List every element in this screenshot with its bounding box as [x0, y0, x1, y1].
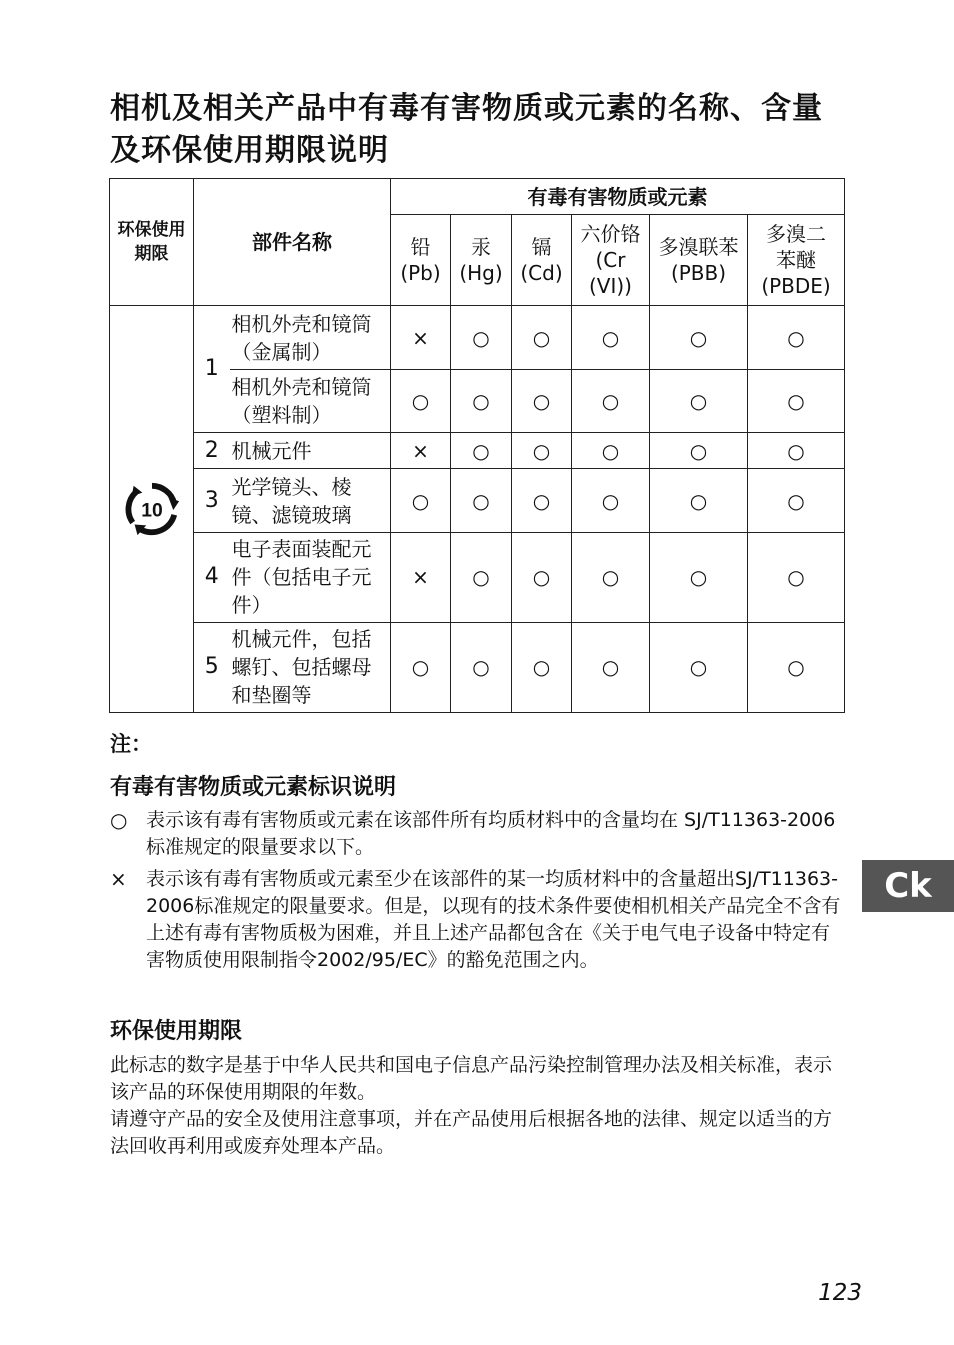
part-number: 5	[194, 622, 230, 712]
within-limit-mark: ○	[391, 469, 451, 533]
substance-header-text: 多溴二	[766, 222, 827, 247]
eco-period-seal-cell	[110, 306, 194, 713]
within-limit-mark: ○	[391, 369, 451, 432]
part-number: 2	[194, 432, 230, 468]
period-header: 环保使用期限	[110, 179, 194, 306]
within-limit-mark: ○	[748, 469, 845, 533]
eco-period-paragraph-1: 此标志的数字是基于中华人民共和国电子信息产品污染控制管理办法及相关标准，表示该产品的环保使用期限的年数。	[110, 1054, 833, 1103]
part-name: 相机外壳和镜筒（塑料制）	[230, 369, 391, 432]
within-limit-mark: ○	[451, 533, 512, 622]
within-limit-mark: ○	[512, 533, 572, 622]
part-name: 光学镜头、棱镜、滤镜玻璃	[230, 469, 391, 533]
within-limit-mark: ○	[748, 622, 845, 712]
part-name: 机械元件	[230, 432, 391, 468]
part-number: 4	[194, 533, 230, 622]
table-row	[110, 622, 845, 712]
within-limit-mark: ○	[748, 432, 845, 468]
substance-header-text: 六价铬	[580, 222, 641, 247]
table-row	[110, 432, 845, 468]
substance-header-2	[512, 215, 572, 306]
table-row	[110, 306, 845, 369]
substance-header-text: (PBB)	[670, 261, 727, 286]
page-title: 相机及相关产品中有毒有害物质或元素的名称、含量及环保使用期限说明	[110, 91, 823, 168]
legend-text-circle: 表示该有毒有害物质或元素在该部件所有均质材料中的含量均在 SJ/T11363-2006标准规定的限量要求以下。	[146, 809, 836, 858]
within-limit-mark: ○	[650, 432, 748, 468]
seal-number: 10	[140, 500, 163, 522]
within-limit-mark: ○	[572, 469, 650, 533]
within-limit-mark: ○	[572, 622, 650, 712]
within-limit-mark: ○	[748, 369, 845, 432]
part-name-header: 部件名称	[194, 179, 391, 306]
substance-header-text: 多溴联苯	[658, 235, 739, 260]
eco-period-paragraph-2: 请遵守产品的安全及使用注意事项，并在产品使用后根据各地的法律、规定以适当的方法回收再利用或废弃处理本产品。	[110, 1108, 833, 1157]
within-limit-mark: ○	[748, 306, 845, 369]
substance-header-3	[572, 215, 650, 306]
within-limit-mark: ○	[451, 432, 512, 468]
within-limit-mark: ○	[451, 622, 512, 712]
legend-item-cross	[110, 866, 845, 1001]
legend-item-circle	[110, 807, 845, 863]
notes-label: 注：	[110, 732, 152, 756]
exceeds-limit-mark: ×	[391, 533, 451, 622]
within-limit-mark: ○	[650, 469, 748, 533]
substance-header-text: (Pb)	[400, 261, 441, 286]
substance-header-text: (Cr (VI))	[589, 248, 632, 299]
table-row	[110, 469, 845, 533]
recycle-period-icon	[123, 480, 181, 538]
substance-group-header: 有毒有害物质或元素	[391, 179, 845, 215]
within-limit-mark: ○	[512, 432, 572, 468]
within-limit-mark: ○	[650, 306, 748, 369]
within-limit-mark: ○	[572, 306, 650, 369]
substance-header-text: 镉	[531, 235, 552, 260]
within-limit-mark: ○	[572, 533, 650, 622]
substance-header-5	[748, 215, 845, 306]
circle-mark: ○	[110, 808, 128, 832]
table-row	[110, 533, 845, 622]
within-limit-mark: ○	[391, 622, 451, 712]
marks-legend-title: 有毒有害物质或元素标识说明	[110, 775, 397, 800]
within-limit-mark: ○	[572, 432, 650, 468]
within-limit-mark: ○	[451, 469, 512, 533]
within-limit-mark: ○	[650, 533, 748, 622]
language-tab: Ck	[862, 860, 954, 912]
part-number: 1	[194, 306, 230, 432]
substance-header-text: (Cd)	[520, 261, 563, 286]
within-limit-mark: ○	[451, 369, 512, 432]
within-limit-mark: ○	[650, 369, 748, 432]
page-number: 123	[818, 1280, 862, 1306]
substance-header-text: 苯醚	[776, 248, 817, 273]
exceeds-limit-mark: ×	[391, 306, 451, 369]
substance-header-0	[391, 215, 451, 306]
substance-header-text: (PBDE)	[761, 274, 831, 299]
within-limit-mark: ○	[650, 622, 748, 712]
within-limit-mark: ○	[572, 369, 650, 432]
substance-header-text: 铅	[410, 235, 431, 260]
within-limit-mark: ○	[451, 306, 512, 369]
within-limit-mark: ○	[512, 469, 572, 533]
part-name: 相机外壳和镜筒（金属制）	[230, 306, 391, 369]
within-limit-mark: ○	[512, 306, 572, 369]
within-limit-mark: ○	[748, 533, 845, 622]
substance-header-text: (Hg)	[459, 261, 503, 286]
part-name: 电子表面装配元件（包括电子元件）	[230, 533, 391, 622]
cross-mark: ×	[110, 867, 127, 891]
substance-header-4	[650, 215, 748, 306]
hazardous-substances-table	[109, 178, 845, 713]
substance-header-1	[451, 215, 512, 306]
eco-period-title: 环保使用期限	[110, 1019, 243, 1044]
part-number: 3	[194, 469, 230, 533]
legend-text-cross: 表示该有毒有害物质或元素至少在该部件的某一均质材料中的含量超出SJ/T11363-2006标准规定的限量要求。但是，以现有的技术条件要使相机相关产品完全不含有上述有毒有害物质极为困难，并且上述产品都包含在《关于电气电子设备中特定有害物质使用限制指令2002/95/EC》的豁免范围之内。	[146, 868, 841, 971]
exceeds-limit-mark: ×	[391, 432, 451, 468]
within-limit-mark: ○	[512, 622, 572, 712]
within-limit-mark: ○	[512, 369, 572, 432]
part-name: 机械元件，包括螺钉、包括螺母和垫圈等	[230, 622, 391, 712]
substance-header-text: 汞	[471, 235, 491, 260]
